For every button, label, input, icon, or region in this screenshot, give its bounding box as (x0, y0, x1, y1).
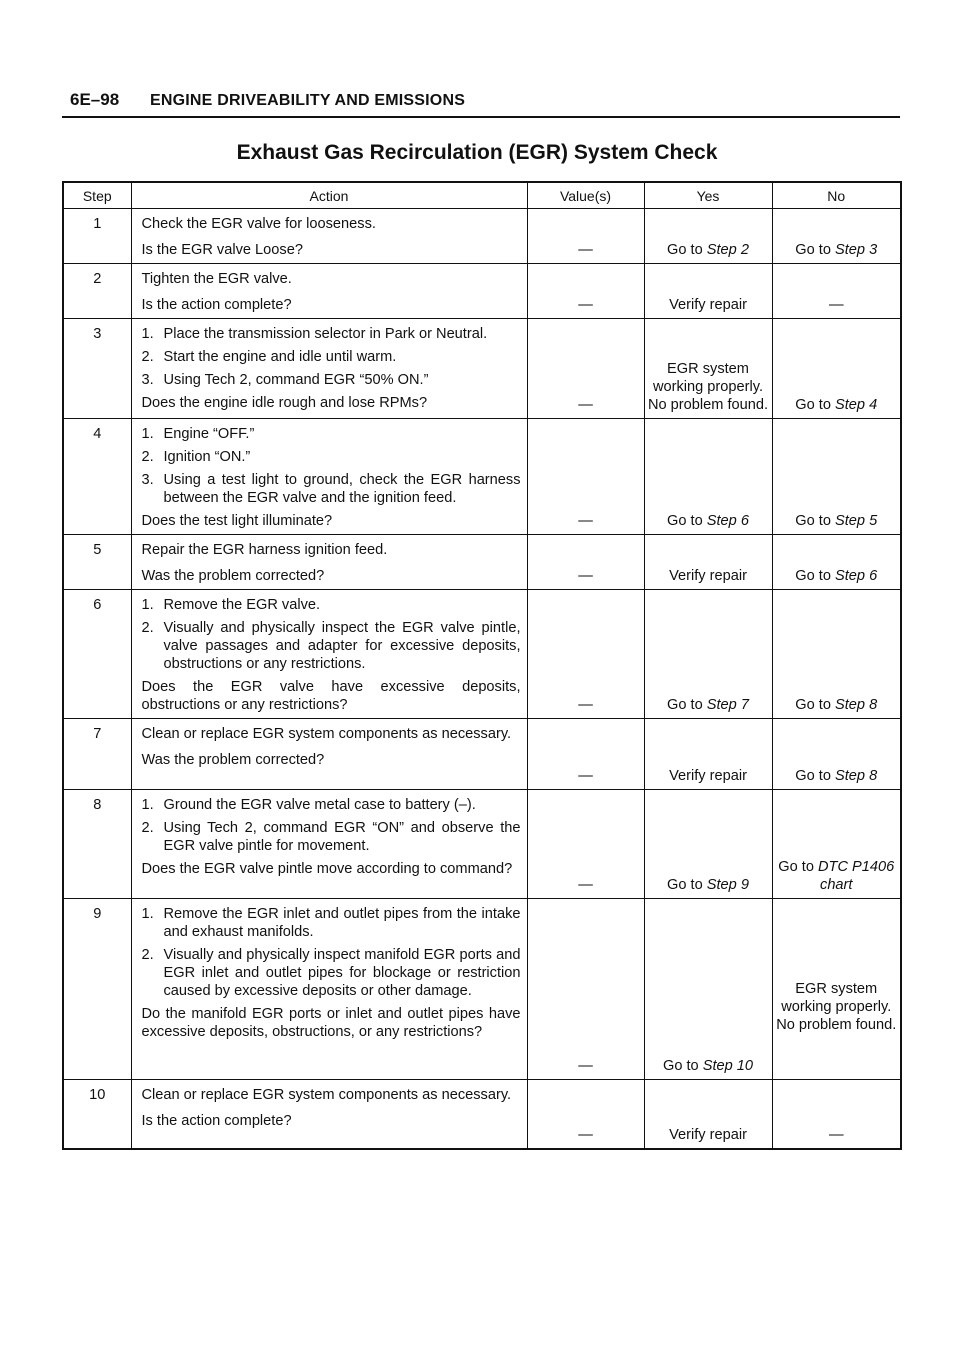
no-result-cell (772, 264, 901, 319)
yes-result-text: Go to (667, 877, 707, 893)
action-question: Do the manifold EGR ports or inlet and outlet pipes have excessive deposits, obstructions, or any restrictions? (141, 1006, 521, 1040)
yes-result-text: EGR system working properly. No problem found. (647, 361, 769, 413)
item-number: 2. (141, 820, 154, 836)
action-step-item (142, 946, 521, 1000)
action-question: Does the EGR valve have excessive deposits, obstructions or any restrictions? (141, 679, 521, 713)
item-number: 1. (141, 797, 154, 813)
action-cell (131, 319, 527, 419)
action-text: Repair the EGR harness ignition feed. (141, 542, 388, 558)
diagnostic-table (62, 181, 902, 1150)
no-result-cell (772, 590, 901, 719)
action-question: Is the action complete? (141, 1113, 292, 1129)
item-number: 1. (141, 597, 154, 613)
column-header-values: Value(s) (527, 182, 644, 209)
step-number: 3 (63, 319, 131, 419)
table-row (63, 1080, 901, 1149)
table-row (63, 899, 901, 1080)
action-question: Does the test light illuminate? (141, 513, 333, 529)
value-cell: — (527, 209, 644, 264)
no-result-text: Go to (778, 859, 818, 875)
action-cell (131, 899, 527, 1080)
yes-result-cell (644, 790, 772, 899)
action-cell (131, 419, 527, 535)
action-question: Was the problem corrected? (141, 568, 325, 584)
action-step-item (142, 905, 521, 941)
column-header-yes: Yes (644, 182, 772, 209)
no-result-text: — (828, 1126, 844, 1143)
table-row (63, 719, 901, 790)
item-text: Ground the EGR valve metal case to battery (–). (163, 797, 476, 813)
action-text: Clean or replace EGR system components as necessary. (141, 726, 512, 742)
table-row (63, 209, 901, 264)
item-number: 1. (141, 906, 154, 922)
no-result-cell (772, 719, 901, 790)
action-cell (131, 790, 527, 899)
value-cell: — (527, 535, 644, 590)
table-body (63, 209, 901, 1149)
action-cell (131, 719, 527, 790)
table-row (63, 264, 901, 319)
item-text: Using Tech 2, command EGR “50% ON.” (163, 372, 429, 388)
table-row (63, 319, 901, 419)
yes-result-cell (644, 264, 772, 319)
step-number: 6 (63, 590, 131, 719)
item-text: Using a test light to ground, check the EGR harness between the EGR valve and the ignition feed. (163, 472, 521, 506)
action-question: Was the problem corrected? (141, 752, 325, 768)
action-step-item (142, 619, 521, 673)
action-step-item (142, 471, 521, 507)
no-result-text: Go to (795, 513, 836, 529)
yes-result-reference: Step 2 (706, 242, 749, 258)
no-result-reference: Step 4 (835, 397, 878, 413)
yes-result-text: Verify repair (669, 568, 747, 584)
action-question: Is the action complete? (141, 297, 292, 313)
item-text: Remove the EGR inlet and outlet pipes from the intake and exhaust manifolds. (163, 906, 521, 940)
yes-result-cell (644, 419, 772, 535)
no-result-cell (772, 790, 901, 899)
action-question: Does the engine idle rough and lose RPMs? (141, 395, 428, 411)
yes-result-text: Go to (667, 697, 707, 713)
action-step-item (142, 325, 521, 343)
value-cell: — (527, 419, 644, 535)
item-number: 1. (141, 326, 154, 342)
item-text: Start the engine and idle until warm. (163, 349, 397, 365)
action-step-item (142, 796, 521, 814)
action-step-item (142, 596, 521, 614)
item-number: 1. (141, 426, 154, 442)
yes-result-reference: Step 9 (706, 877, 749, 893)
step-number: 1 (63, 209, 131, 264)
value-cell: — (527, 719, 644, 790)
value-cell: — (527, 319, 644, 419)
no-result-text: Go to (795, 568, 836, 584)
no-result-text: Go to (795, 242, 836, 258)
no-result-reference: Step 6 (835, 568, 878, 584)
no-result-cell (772, 899, 901, 1080)
action-step-item (142, 819, 521, 855)
no-result-reference: Step 8 (835, 768, 878, 784)
no-result-reference: Step 5 (835, 513, 878, 529)
no-result-text: — (828, 297, 844, 313)
section-title: ENGINE DRIVEABILITY AND EMISSIONS (150, 92, 466, 109)
yes-result-cell (644, 535, 772, 590)
page-header (62, 90, 900, 118)
yes-result-text: Go to (667, 513, 707, 529)
yes-result-reference: Step 6 (706, 513, 749, 529)
table-row (63, 535, 901, 590)
column-header-step: Step (63, 182, 131, 209)
item-text: Remove the EGR valve. (163, 597, 321, 613)
item-number: 3. (141, 372, 154, 388)
yes-result-cell (644, 209, 772, 264)
item-number: 3. (141, 472, 154, 488)
table-header-row (63, 182, 901, 209)
no-result-cell (772, 209, 901, 264)
yes-result-cell (644, 1080, 772, 1149)
yes-result-cell (644, 590, 772, 719)
step-number: 5 (63, 535, 131, 590)
action-step-item (142, 348, 521, 366)
yes-result-cell (644, 319, 772, 419)
item-text: Visually and physically inspect the EGR valve pintle, valve passages and adapter for excessive deposits, obstructions or any restrictions. (163, 620, 521, 672)
no-result-reference: DTC P1406 chart (818, 859, 895, 893)
step-number: 10 (63, 1080, 131, 1149)
action-cell (131, 590, 527, 719)
no-result-cell (772, 419, 901, 535)
item-number: 2. (141, 449, 154, 465)
item-text: Place the transmission selector in Park or Neutral. (163, 326, 488, 342)
column-header-no: No (772, 182, 901, 209)
value-cell: — (527, 899, 644, 1080)
yes-result-text: Go to (662, 1058, 703, 1074)
column-header-action: Action (131, 182, 527, 209)
step-number: 2 (63, 264, 131, 319)
action-text: Tighten the EGR valve. (141, 271, 292, 287)
step-number: 8 (63, 790, 131, 899)
action-step-item (142, 448, 521, 466)
item-text: Visually and physically inspect manifold EGR ports and EGR inlet and outlet pipes for blockage or restriction caused by excessive deposits or other damage. (163, 947, 521, 999)
no-result-text: Go to (795, 768, 836, 784)
action-question: Does the EGR valve pintle move according to command? (141, 861, 513, 877)
yes-result-cell (644, 719, 772, 790)
item-text: Engine “OFF.” (163, 426, 255, 442)
yes-result-text: Verify repair (669, 768, 747, 784)
action-question: Is the EGR valve Loose? (141, 242, 303, 258)
action-text: Clean or replace EGR system components as necessary. (141, 1087, 512, 1103)
no-result-text: Go to (795, 697, 836, 713)
table-row (63, 790, 901, 899)
item-number: 2. (141, 349, 154, 365)
table-row (63, 590, 901, 719)
no-result-cell (772, 535, 901, 590)
page-title: Exhaust Gas Recirculation (EGR) System Check (236, 141, 718, 164)
action-cell (131, 209, 527, 264)
yes-result-text: Verify repair (669, 297, 747, 313)
page-number: 6E–98 (70, 90, 120, 109)
yes-result-cell (644, 899, 772, 1080)
step-number: 9 (63, 899, 131, 1080)
item-text: Using Tech 2, command EGR “ON” and observe the EGR valve pintle for movement. (163, 820, 521, 854)
value-cell: — (527, 590, 644, 719)
value-cell: — (527, 1080, 644, 1149)
no-result-reference: Step 3 (835, 242, 878, 258)
item-number: 2. (141, 947, 154, 963)
no-result-text: Go to (795, 397, 836, 413)
action-cell (131, 1080, 527, 1149)
step-number: 4 (63, 419, 131, 535)
value-cell: — (527, 790, 644, 899)
yes-result-text: Verify repair (669, 1126, 747, 1143)
action-cell (131, 264, 527, 319)
action-text: Check the EGR valve for looseness. (141, 216, 376, 232)
step-number: 7 (63, 719, 131, 790)
yes-result-text: Go to (667, 242, 707, 258)
action-step-item (142, 371, 521, 389)
item-number: 2. (141, 620, 154, 636)
no-result-reference: Step 8 (835, 697, 878, 713)
no-result-cell (772, 319, 901, 419)
no-result-cell (772, 1080, 901, 1149)
value-cell: — (527, 264, 644, 319)
action-cell (131, 535, 527, 590)
item-text: Ignition “ON.” (163, 449, 251, 465)
yes-result-reference: Step 7 (706, 697, 749, 713)
yes-result-reference: Step 10 (702, 1058, 754, 1074)
table-row (63, 419, 901, 535)
action-step-item (142, 425, 521, 443)
no-result-text: EGR system working properly. No problem found. (776, 981, 897, 1033)
